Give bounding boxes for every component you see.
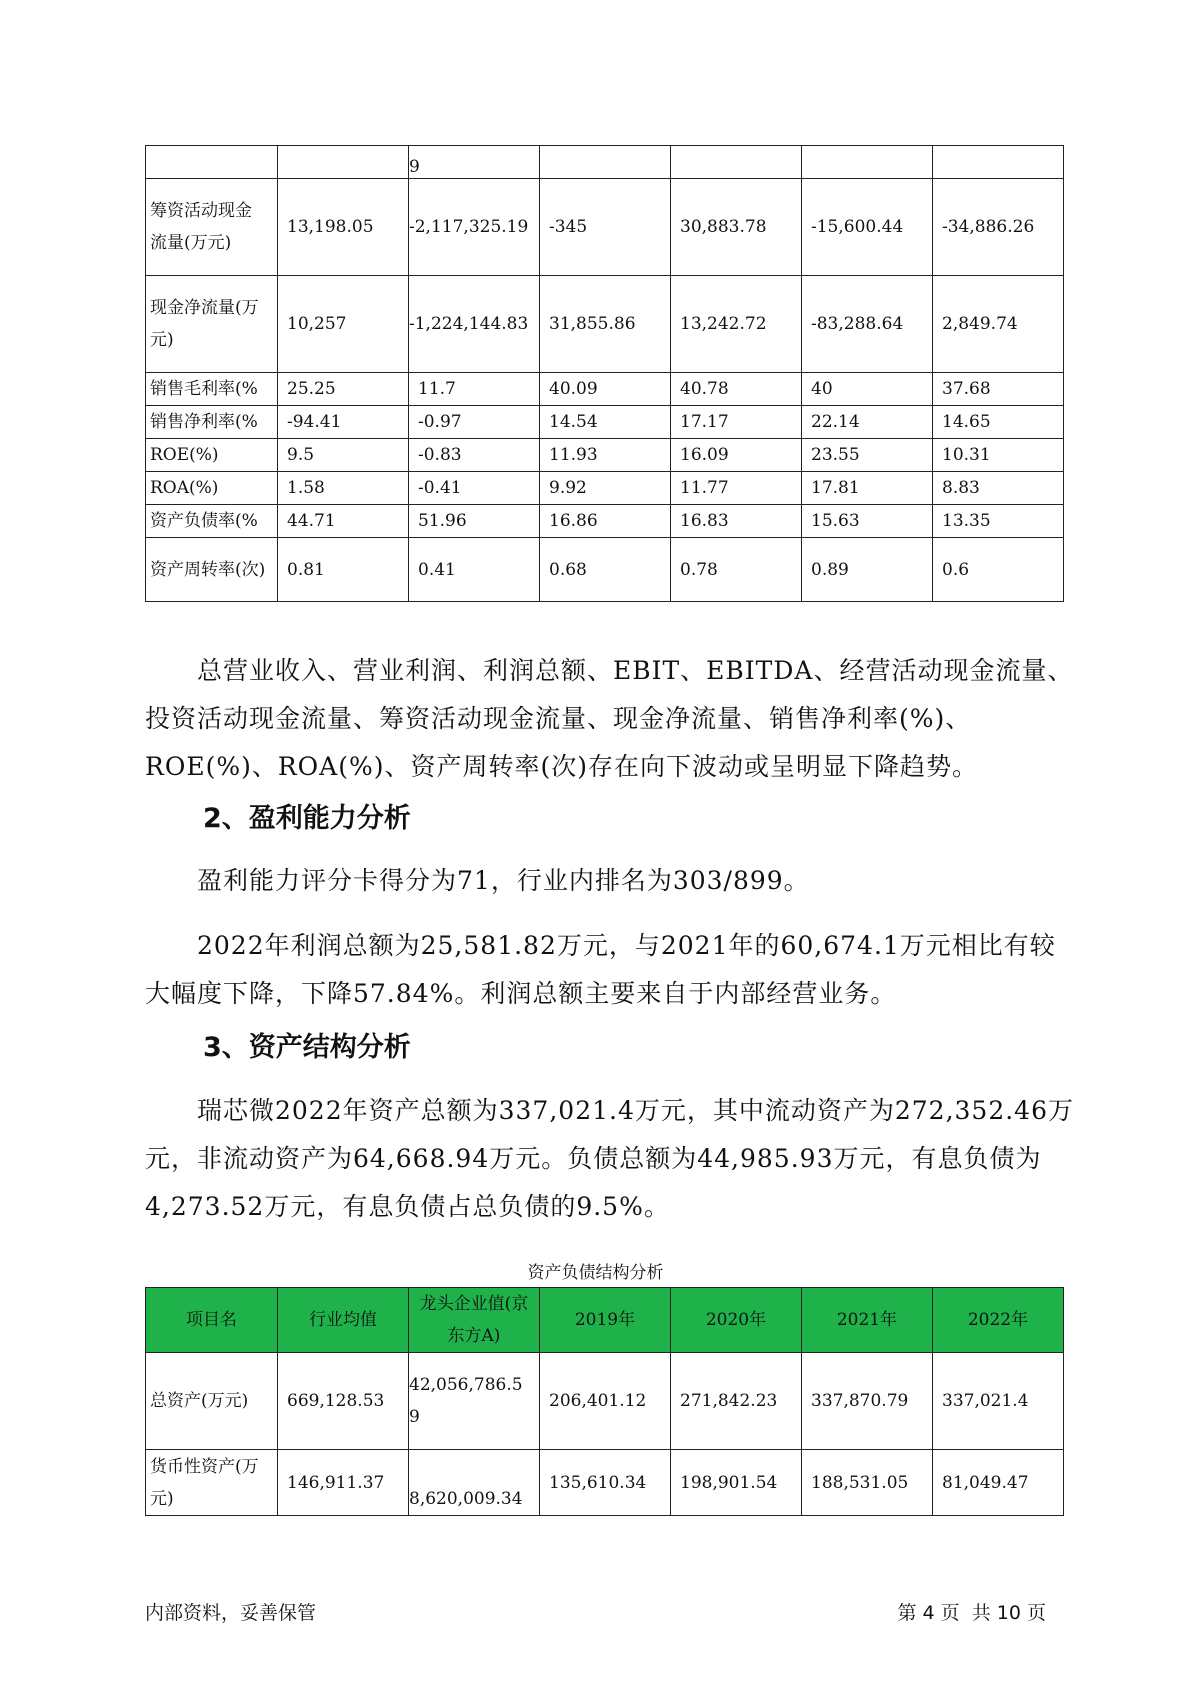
- row-label: 销售净利率(%: [146, 406, 278, 439]
- table-cell: 0.6: [933, 538, 1064, 602]
- row-label: 销售毛利率(%: [146, 373, 278, 406]
- table-cell: 40.09: [540, 373, 671, 406]
- table-cell: 337,021.4: [933, 1353, 1064, 1450]
- table-cell: -15,600.44: [802, 179, 933, 276]
- table-cell: 337,870.79: [802, 1353, 933, 1450]
- table-cell: 271,842.23: [671, 1353, 802, 1450]
- table-cell: 669,128.53: [278, 1353, 409, 1450]
- table-cell: 22.14: [802, 406, 933, 439]
- table-row: [146, 1450, 1064, 1516]
- table-cell: 14.65: [933, 406, 1064, 439]
- table-cell: 8.83: [933, 472, 1064, 505]
- table-cell: -94.41: [278, 406, 409, 439]
- footer-page-number: 第 4 页 共 10 页: [897, 1602, 1046, 1624]
- table-cell: 13.35: [933, 505, 1064, 538]
- table-row: [146, 276, 1064, 373]
- table-row: [146, 538, 1064, 602]
- table-cell: [802, 146, 933, 179]
- table-cell: -0.83: [409, 439, 540, 472]
- table-cell: 31,855.86: [540, 276, 671, 373]
- row-label: 总资产(万元): [146, 1353, 278, 1450]
- table-cell: 0.41: [409, 538, 540, 602]
- table-cell: -1,224,144.83: [409, 276, 540, 373]
- row-label: 资产周转率(次): [146, 538, 278, 602]
- table-cell: 11.7: [409, 373, 540, 406]
- table-row: [146, 406, 1064, 439]
- table-cell: [146, 146, 278, 179]
- row-label: ROA(%): [146, 472, 278, 505]
- table-cell: -0.41: [409, 472, 540, 505]
- table-cell: 13,198.05: [278, 179, 409, 276]
- table-cell: 188,531.05: [802, 1450, 933, 1516]
- row-label: 现金净流量(万元): [146, 276, 278, 373]
- table-cell: 1.58: [278, 472, 409, 505]
- table-cell: 10.31: [933, 439, 1064, 472]
- section-heading-profitability: 2、盈利能力分析: [203, 803, 411, 834]
- asset-liability-structure-table: [145, 1287, 1064, 1516]
- table-cell: 42,056,786.59: [409, 1353, 540, 1450]
- table-cell: 198,901.54: [671, 1450, 802, 1516]
- table-cell: 13,242.72: [671, 276, 802, 373]
- table-cell: 9: [409, 146, 540, 179]
- table-cell: -83,288.64: [802, 276, 933, 373]
- table-cell: 135,610.34: [540, 1450, 671, 1516]
- table-row: [146, 472, 1064, 505]
- table-cell: 146,911.37: [278, 1450, 409, 1516]
- table-row: [146, 179, 1064, 276]
- table-cell: 16.86: [540, 505, 671, 538]
- table-cell: 51.96: [409, 505, 540, 538]
- table-cell: [278, 146, 409, 179]
- column-header: 2021年: [802, 1288, 933, 1353]
- profit-total-paragraph: 2022年利润总额为25,581.82万元，与2021年的60,674.1万元相比有较大幅度下降，下降57.84%。利润总额主要来自于内部经营业务。: [145, 931, 1056, 1008]
- table-row: [146, 505, 1064, 538]
- table-row: [146, 1353, 1064, 1450]
- table-cell: -0.97: [409, 406, 540, 439]
- column-header: 龙头企业值(京东方A): [409, 1288, 540, 1353]
- row-label: 货币性资产(万元): [146, 1450, 278, 1516]
- table-caption: 资产负债结构分析: [527, 1263, 664, 1283]
- profitability-score-paragraph: 盈利能力评分卡得分为71，行业内排名为303/899。: [145, 866, 810, 895]
- table-cell: 0.78: [671, 538, 802, 602]
- table-cell: 8,620,009.34: [409, 1450, 540, 1516]
- table-cell: 23.55: [802, 439, 933, 472]
- table-cell: 11.77: [671, 472, 802, 505]
- table-cell: 16.83: [671, 505, 802, 538]
- column-header: 2020年: [671, 1288, 802, 1353]
- table-cell: 40: [802, 373, 933, 406]
- table-cell: [671, 146, 802, 179]
- table-cell: 9.5: [278, 439, 409, 472]
- table-cell: 11.93: [540, 439, 671, 472]
- row-label: ROE(%): [146, 439, 278, 472]
- table-row: [146, 146, 1064, 179]
- table-cell: 9.92: [540, 472, 671, 505]
- table-cell: -2,117,325.19: [409, 179, 540, 276]
- table-cell: 16.09: [671, 439, 802, 472]
- column-header: 行业均值: [278, 1288, 409, 1353]
- table-cell: 81,049.47: [933, 1450, 1064, 1516]
- table-cell: 37.68: [933, 373, 1064, 406]
- table-cell: 0.68: [540, 538, 671, 602]
- column-header: 2022年: [933, 1288, 1064, 1353]
- table-cell: 25.25: [278, 373, 409, 406]
- table-cell: [540, 146, 671, 179]
- table-cell: 2,849.74: [933, 276, 1064, 373]
- row-label: 资产负债率(%: [146, 505, 278, 538]
- table-cell: 15.63: [802, 505, 933, 538]
- table-cell: 30,883.78: [671, 179, 802, 276]
- table-cell: 206,401.12: [540, 1353, 671, 1450]
- section-heading-asset-structure: 3、资产结构分析: [203, 1032, 411, 1063]
- table-cell: -34,886.26: [933, 179, 1064, 276]
- column-header: 2019年: [540, 1288, 671, 1353]
- footer-confidential-note: 内部资料，妥善保管: [145, 1602, 317, 1624]
- asset-structure-paragraph: 瑞芯微2022年资产总额为337,021.4万元，其中流动资产为272,352.46万元，非流动资产为64,668.94万元。负债总额为44,985.93万元，有息负债为4,273.52万元，有息负债占总负债的9.5%。: [145, 1096, 1074, 1221]
- table-cell: [933, 146, 1064, 179]
- table-cell: 0.89: [802, 538, 933, 602]
- row-label: 筹资活动现金流量(万元): [146, 179, 278, 276]
- table-cell: 17.81: [802, 472, 933, 505]
- column-header: 项目名: [146, 1288, 278, 1353]
- table-cell: 40.78: [671, 373, 802, 406]
- table-header-row: [146, 1288, 1064, 1353]
- table-cell: 0.81: [278, 538, 409, 602]
- table-cell: 44.71: [278, 505, 409, 538]
- table-cell: 17.17: [671, 406, 802, 439]
- table-row: [146, 439, 1064, 472]
- summary-paragraph: 总营业收入、营业利润、利润总额、EBIT、EBITDA、经营活动现金流量、投资活动现金流量、筹资活动现金流量、现金净流量、销售净利率(%)、ROE(%)、ROA(%)、资产周转率(次)存在向下波动或呈明显下降趋势。: [145, 656, 1074, 781]
- table-cell: 10,257: [278, 276, 409, 373]
- table-row: [146, 373, 1064, 406]
- financial-indicators-table: [145, 145, 1064, 602]
- table-cell: -345: [540, 179, 671, 276]
- table-cell: 14.54: [540, 406, 671, 439]
